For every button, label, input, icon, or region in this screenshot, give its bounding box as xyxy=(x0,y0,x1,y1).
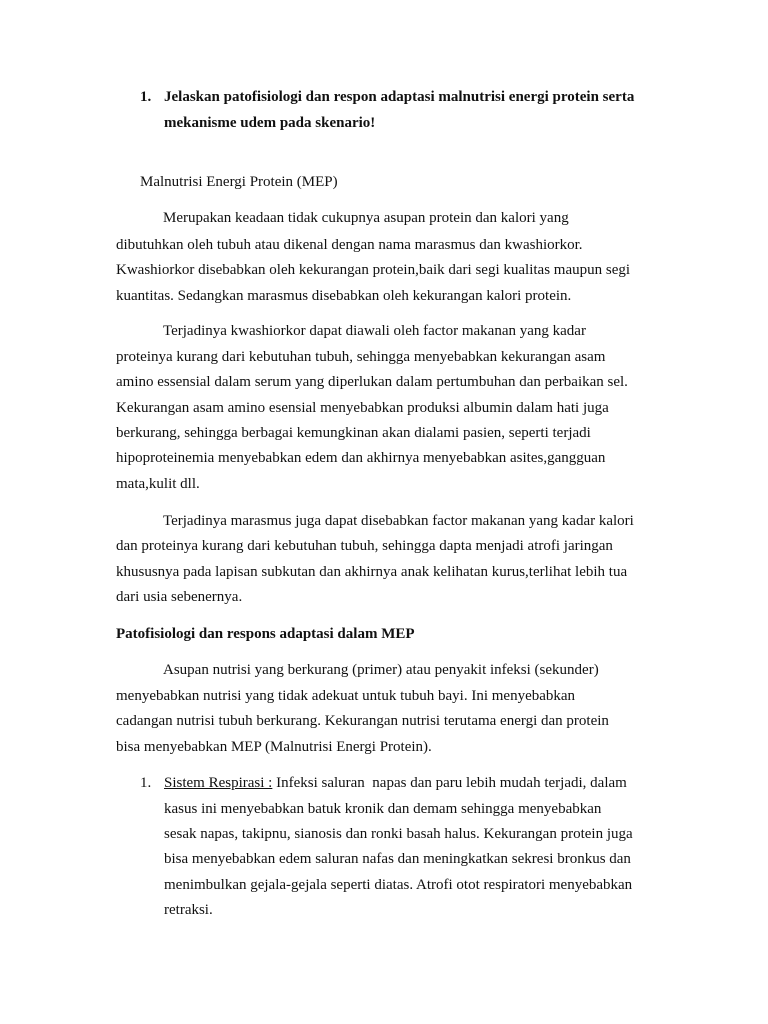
question-number: 1. xyxy=(140,89,152,105)
paragraph-4-line-2: menyebabkan nutrisi yang tidak adekuat untuk tubuh bayi. Ini menyebabkan xyxy=(116,688,576,704)
question-line-1: Jelaskan patofisiologi dan respon adaptasi malnutrisi energi protein serta xyxy=(164,89,635,105)
list-item-line-2: kasus ini menyebabkan batuk kronik dan demam sehingga menyebabkan xyxy=(164,801,602,817)
paragraph-2-line-2: proteinya kurang dari kebutuhan tubuh, sehingga menyebabkan kekurangan asam xyxy=(116,349,606,365)
paragraph-4-line-4: bisa menyebabkan MEP (Malnutrisi Energi Protein). xyxy=(116,739,432,755)
paragraph-4-line-1: Asupan nutrisi yang berkurang (primer) atau penyakit infeksi (sekunder) xyxy=(163,662,599,678)
paragraph-2-line-1: Terjadinya kwashiorkor dapat diawali oleh factor makanan yang kadar xyxy=(163,323,586,339)
list-item-line-6: retraksi. xyxy=(164,902,213,918)
paragraph-2-line-7: mata,kulit dll. xyxy=(116,476,200,492)
question-line-2: mekanisme udem pada skenario! xyxy=(164,115,376,131)
paragraph-3-line-1: Terjadinya marasmus juga dapat disebabkan factor makanan yang kadar kalori xyxy=(163,513,634,529)
list-item-line-5: menimbulkan gejala-gejala seperti diatas. Atrofi otot respiratori menyebabkan xyxy=(164,877,633,893)
paragraph-3-line-2: dan proteinya kurang dari kebutuhan tubuh, sehingga dapta menjadi atrofi jaringan xyxy=(116,538,613,554)
list-item-term: Sistem Respirasi : xyxy=(164,775,273,791)
section-heading-mep: Malnutrisi Energi Protein (MEP) xyxy=(140,174,338,190)
paragraph-2-line-5: berkurang, sehingga berbagai kemungkinan akan dialami pasien, seperti terjadi xyxy=(116,425,591,441)
paragraph-1-line-2: dibutuhkan oleh tubuh atau dikenal dengan nama marasmus dan kwashiorkor. xyxy=(116,237,583,253)
section-heading-patofisiologi: Patofisiologi dan respons adaptasi dalam MEP xyxy=(116,626,415,642)
paragraph-2-line-3: amino essensial dalam serum yang diperlukan dalam pertumbuhan dan perbaikan sel. xyxy=(116,374,628,390)
paragraph-2-line-6: hipoproteinemia menyebabkan edem dan akhirnya menyebabkan asites,gangguan xyxy=(116,450,606,466)
paragraph-1-line-1: Merupakan keadaan tidak cukupnya asupan protein dan kalori yang xyxy=(163,210,569,226)
paragraph-4-line-3: cadangan nutrisi tubuh berkurang. Kekurangan nutrisi terutama energi dan protein xyxy=(116,713,609,729)
list-item-line-4: bisa menyebabkan edem saluran nafas dan meningkatkan sekresi bronkus dan xyxy=(164,851,631,867)
paragraph-2-line-4: Kekurangan asam amino esensial menyebabkan produksi albumin dalam hati juga xyxy=(116,400,609,416)
paragraph-3-line-3: khususnya pada lapisan subkutan dan akhirnya anak kelihatan kurus,terlihat lebih tua xyxy=(116,564,628,580)
list-item-number: 1. xyxy=(140,775,152,791)
paragraph-1-line-4: kuantitas. Sedangkan marasmus disebabkan oleh kekurangan kalori protein. xyxy=(116,288,572,304)
paragraph-1-line-3: Kwashiorkor disebabkan oleh kekurangan protein,baik dari segi kualitas maupun segi xyxy=(116,262,631,278)
list-item-line-3: sesak napas, takipnu, sianosis dan ronki basah halus. Kekurangan protein juga xyxy=(164,826,633,842)
list-item-first-line xyxy=(164,774,627,792)
list-item-first-line-rest: Infeksi saluran napas dan paru lebih mudah terjadi, dalam xyxy=(272,775,627,791)
paragraph-3-line-4: dari usia sebenernya. xyxy=(116,589,243,605)
